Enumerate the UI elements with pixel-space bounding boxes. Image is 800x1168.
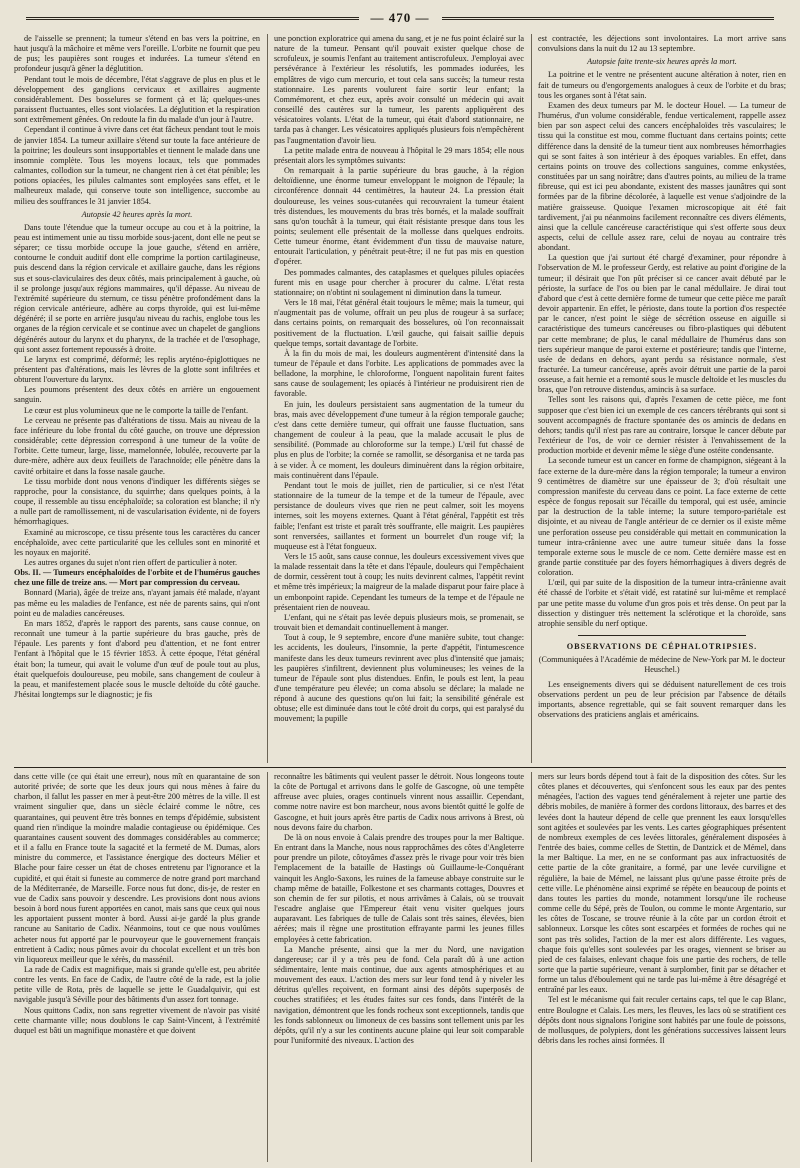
header-rule-right xyxy=(442,17,775,20)
paragraph: Des pommades calmantes, des cataplasmes et quelques pilules opiacées furent mis en usage pour chercher à procurer du calme. L'état resta stationnaire; on n'obtint ni soulagement ni diminution dans la tumeur. xyxy=(274,267,524,297)
paragraph: Les autres organes du sujet n'ont rien offert de particulier à noter. xyxy=(24,557,238,567)
paragraph: Pendant tout le mois de juillet, rien de particulier, si ce n'est l'état stationnaire de la tumeur de la tempe et de la tumeur de l'épaule, avec persistance de douleurs vives que rien ne peut calmer, soit les moyens internes, soit les moyens externes. Quant à l'état général, l'appétit est très faible; l'enfant est triste et paraît très souffrante, elle maigrit. Les paupières sont renversées, saillantes et forment un bourrelet d'un rouge vif; la muqueuse est à l'état fongueux. xyxy=(274,480,524,551)
paragraph: En juin, les douleurs persistaient sans augmentation de la tumeur du bras, mais avec développement d'une tumeur à la région temporale gauche; c'est dans cette dernière tumeur, qui offrait une fausse fluctuation, sans changement de couleur à la peau, que la malade accusait le plus de sensibilité. (Pommade au chloroforme sur la tempe.) L'œil fut chassé de plus en plus de l'orbite; la cornée se ramollit, se désorganisa et ne tarda pas à se vider. À ce moment, les douleurs diminuèrent dans la région orbitaire, mais continuèrent dans l'épaule. xyxy=(274,399,524,480)
observation-number: Obs. II. xyxy=(14,568,41,578)
column-divider xyxy=(267,772,268,1162)
paragraph: L'œil, qui par suite de la disposition de la tumeur intra-crânienne avait été chassé de l'orbite et s'était vidé, est ratatiné sur lui-même et remplacé par une petite masse du volume d'un gros pois et très dense. On peut par la dissection y distinguer très nettement la sclérotique et la choroïde, sans atrophie sensible du nerf optique. xyxy=(538,578,786,628)
column-bottom-middle xyxy=(274,772,524,1162)
paragraph: La Manche présente, ainsi que la mer du Nord, une navigation dangereuse; car il y a très peu de fond. Cela paraît dû à une action sédimentaire, lente mais continue, due aux agents atmosphériques et au mouvement des eaux. L'action des mers sur leur fond tend à y niveler les détritus qu'elles reçoivent, en formant ainsi des dépôts superposés de couches stratifiées; et les études faites sur ces fonds, dans l'intérêt de la navigation, démontrent que les fonds rocheux sont exceptionnels, tandis que les fonds sablonneux ou limoneux de ces bassins sont tellement unis par les dépôts, qu'il n'y a sur les continents aucune plaine qui leur soit comparable pour l'uniformité des niveaux. L'action des xyxy=(274,944,524,1046)
autopsy-heading: Autopsie faite trente-six heures après la mort. xyxy=(587,57,737,67)
paragraph: Vers le 18 mai, l'état général était toujours le même; mais la tumeur, qui n'augmentait pas de volume, offrait un peu plus de rougeur à sa surface; dans certains points, on remarquait des bosselures, où l'on reconnaissait positivement de la fluctuation. L'œil gauche, qui faisait saillie depuis quelque temps, sortait davantage de l'orbite. xyxy=(274,298,524,348)
column-divider xyxy=(267,34,268,763)
section-separator xyxy=(14,767,786,768)
paragraph: La petite malade entra de nouveau à l'hôpital le 29 mars 1854; elle nous présentait alors les symptômes suivants: xyxy=(274,145,524,165)
paragraph: mers sur leurs bords dépend tout à fait de la disposition des côtes. Sur les côtes planes et découvertes, qui s'enfoncent sous les eaux par des pentes ménagées, l'action des vagues tend généralement à rejeter une partie des débris mobiles, de manière à former des cordons littoraux, des barres et des levées dont la hauteur dépend de celle que prennent les eaux lorsqu'elles sont agitées et soulevées par les vents. Les cartes géographiques présentent de nombreux exemples de ces levées littorales, généralement disposées à l'entrée des baies, comme celles de Stettin, de Dantzick et de Mémel, dans la mer Baltique. La mer, en ne se conformant pas aux infractuosités de cette partie de la côte granitaire, a formé, par une levée curviligne et régulière, la baie de Mémel, ne laissant plus qu'une passe étroite près de cette ville. Le phénomène ainsi exprimé se répète en beaucoup de points et dans toutes les parties du monde, notamment lorsqu'une île rocheuse comme celle du Sépé, près de Toulon, ou comme le monte Argentario, sur les côtes de Toscane, se trouve réunie à la côte par un cordon étroit et sablonneux. Lorsque les côtes sont escarpées et formées de roches qui ne sont pas très solides, l'action de la mer est alors différente. Les vagues, chaque fois qu'elles sont soulevées par les orages, viennent se briser au pied de ces falaises, enlevant chaque fois une partie des rochers, de telle sorte que la partie supérieure, venant à surplomber, finit par se détacher et forme un talus d'éboulement qui ne tarde pas lui-même à être désagrégé et entraîné par les eaux. xyxy=(538,772,786,995)
paragraph: La seconde tumeur est un cancer en forme de champignon, siégeant à la face externe de la dure-mère dans la région temporale; la tumeur a environ 9 centimètres de diamètre sur une épaisseur de 3; d'où résultait une compression manifeste du cerveau dans ce point. La face externe de cette espèce de fongus reposait sur l'écaille du temporal, qui est usée, amincie par la destruction de la table interne; la suture temporo-pariétale est disjointe, et au niveau de l'angle antérieur de ce dernier os il existe même une perforation osseuse peu considérable qui mettait en communication la tumeur intra-crânienne avec une autre tumeur située dans la fosse temporale externe sous le muscle de ce nom. Cette dernière masse est en grande partie constituée par des foyers hémorrhagiques à divers degrés de coloration. xyxy=(538,456,786,578)
paragraph: De là on nous envoie à Calais prendre des troupes pour la mer Baltique. En entrant dans la Manche, nous nous rapprochâmes des côtes d'Angleterre pour prendre un pilote, côtoyâmes d'assez près le rivage pour voir très bien l'emplacement de la bataille de Hastings où Guillaume-le-Conquérant vainquit les Anglo-Saxons, les ruines de la fameuse abbaye construite sur le champ même de bataille, Folkestone et ses charmants cottages, Douvres et son chemin de fer sur pilotis, et nous arrivâmes à Calais, où se trouvait l'escadre anglaise que l'Empereur était venu visiter quelques jours auparavant. Les fabriques de tulle de Calais sont très saines, élevées, bien aérées; mais il règne une prostitution effrayante parmi les jeunes filles employées à cette fabrication. xyxy=(274,832,524,944)
paragraph: dans cette ville (ce qui était une erreur), nous mît en quarantaine de son autorité privée; de sorte que les deux jours qui nous mènes à faire du charbon, il fallut les passer en mer à peut-être 200 mètres de la ville. Il est vraiment singulier que, dans un siècle éclairé comme le nôtre, ces quarantaines, qui peuvent être très bonnes en temps d'épidémie, subsistent quand rien n'indique la moindre maladie contagieuse ou épidémique. Ces quarantaines causent souvent des dommages considérables au commerce; et il a fallu en France toute la sagacité et la fermeté de M. Dumas, alors ministre du commerce, et l'assistance énergique des docteurs Mélier et Blache pour faire cesser un état de choses entretenu par l'ignorance et la cupidité, et qui était si funeste au commerce de notre grand port marchand de la Méditerranée, de Marseille. Force nous fut donc, dis-je, de rester en vue de Cadix sans pouvoir y descendre. Les provisions dont nous avions besoin à bord nous furent apportées en canot, mais sans que ceux qui nous les apportaient pussent monter à bord. Aussi ai-je gardé la plus grande rancune au Sanitario de Cadix. Néanmoins, tout ce que nous voulûmes acheter nous fut apporté par le pourvoyeur que le gouvernement français entretient à Cadix; nous pûmes avoir du chocolat excellent et un très bon vin liquoreux meilleur que le xérès, du massénil. xyxy=(14,772,260,964)
observation-heading xyxy=(14,568,260,588)
paragraph: Cependant il continue à vivre dans cet état fâcheux pendant tout le mois de janvier 1854. La tumeur axillaire s'étend sur toute la face antérieure de la poitrine; les douleurs sont insupportables et tiennent le malade dans une insomnie complète. Tous les moyens locaux, tels que pommades calmantes, collodion sur la tumeur, ne changent rien à cet état pénible; les potions opiacées, les pilules calmantes sont employées sans effet, et le malheureux malade, qui conserve toute son intelligence, succombe au milieu des souffrances le 31 janvier 1854. xyxy=(14,125,260,206)
page-header xyxy=(14,6,786,30)
paragraph: Le cerveau ne présente pas d'altérations de tissu. Mais au niveau de la face inférieure du lobe frontal du côté gauche, on trouve une dépression considérable; cette dépression correspond à une tumeur de la voûte de l'orbite. Cette tumeur, large, lisse, mamelonnée, lobulée, recouverte par la dure-mère, adhère aux deux feuillets de l'arachnoïde; elle pénètre dans la cavité orbitaire et dans la fosse nasale gauche. xyxy=(14,415,260,476)
column-top-left xyxy=(14,34,260,763)
paragraph: Nous quittons Cadix, non sans regretter vivement de n'avoir pas visité cette charmante ville; nous doublons le cap Saint-Vincent, à l'extrémité duquel est bâti un magnifique monastère et que doivent xyxy=(14,1005,260,1035)
paragraph: Vers le 15 août, sans cause connue, les douleurs excessivement vives que la malade ressentait dans la tête et dans l'épaule, douleurs qui l'empêchaient de dormir, cessèrent tout à coup; les nuits devinrent calmes, l'appétit revint et même très impérieux; la maigreur de la malade disparut pour faire place à un embonpoint rapide. Cependant les tumeurs de la tempe et de l'épaule ne présentaient rien de nouveau. xyxy=(274,551,524,612)
paragraph: Pendant tout le mois de décembre, l'état s'aggrave de plus en plus et le développement des ganglions cervicaux et axillaires augmente considérablement. Des bosselures se forment çà et là; quelques-unes paraissent fluctuantes, elles sont violacées. La déglutition et la respiration sont extrêmement gênées. On redoute la fin du malade d'un jour à l'autre. xyxy=(14,74,260,125)
paragraph: Le larynx est comprimé, déformé; les replis aryténo-épiglottiques ne présentent pas d'altérations, mais les lèvres de la glotte sont infiltrées et obturent l'ouverture du larynx. xyxy=(14,354,260,385)
paragraph: Dans toute l'étendue que la tumeur occupe au cou et à la poitrine, la peau est intimement unie au tissu morbide sous-jacent, dont elle ne peut se séparer; ce tissu morbide occupe la joue gauche, s'étend en arrière, contourne le conduit auditif dont elle comprime la portion cartilagineuse, puis descend dans la région cervicale et axillaire gauche, dans les régions sus et sous-claviculaires des deux côtés, mais principalement à gauche, où il se prolonge jusqu'aux régions mammaires, qu'il dépasse. Au niveau de l'extrémité supérieure du sternum, ce tissu pénètre profondément dans la région cervicale antérieure, adhère au corps thyroïde, qui est lui-même dégénéré; il se porte en arrière jusqu'au niveau du rachis, englobe tous les organes de la région cervicale et se continue avec un chapelet de ganglions dégénérés autour du larynx et du pharynx, de la trachée et de l'œsophage, qui sont assez fortement repoussés à droite. xyxy=(14,222,260,354)
paragraph: La question que j'ai surtout été chargé d'examiner, pour répondre à l'observation de M. le professeur Gerdy, est relative au point d'origine de la tumeur; il désirait que l'on pût préciser si ce cancer avait débuté par le périoste, la surface de l'os ou bien par le canal médullaire. Je dirai tout d'abord que c'est à cette dernière forme de tumeur que cette pièce me paraît devoir appartenir. En effet, le périoste, dans toute la portion d'os respectée par le cancer, n'est point le siège de sécrétion osseuse en aiguille si caractéristique des tumeurs cancéreuses ou fibro-plastiques qui débutent par cette membrane; de plus, le canal médullaire de l'humérus dans son tiers supérieur manque de paroi externe et postérieure; tandis que l'interne, usée de dedans en dehors, ayant perdu sa résistance normale, s'est fracturée. La tumeur cancéreuse, après avoir détruit une partie de la paroi osseuse, a fait hernie et a remonté sous le muscle deltoïde et les muscles du bras, que l'on retrouve distendus, amincis à sa surface. xyxy=(538,253,786,395)
paragraph: Tout à coup, le 9 septembre, encore d'une manière subite, tout change: les accidents, les douleurs, l'insomnie, la perte d'appétit, l'intumescence manifeste dans les deux tumeurs revinrent avec plus d'intensité que jamais; les paupières s'infiltrent, deviennent plus volumineuses; les veines de la tumeur de l'épaule sont plus distendues. Enfin, le pouls est lent, la peau d'une température peu élevée; un coma absolu se déclare; la malade ne répond à aucune des questions qu'on lui fait; la sensibilité générale est obtuse; elle est diminuée dans tout le côté droit du corps, qui est paralysé du mouvement; la pupille xyxy=(274,633,524,724)
paragraph: de l'aisselle se prennent; la tumeur s'étend en bas vers la poitrine, en haut jusqu'à la mâchoire et même vers l'oreille. L'orbite ne fournit que peu de pus; les paupières sont rouges et indurées. La tumeur s'étend en profondeur jusqu'à gêner la déglutition. xyxy=(14,34,260,74)
paragraph: Examiné au microscope, ce tissu présente tous les caractères du cancer encéphaloïde, avec cette particularité que les cellules sont en minorité et les noyaux en majorité. xyxy=(14,527,260,557)
paragraph: Le tissu morbide dont nous venons d'indiquer les différents sièges se rapproche, pour la consistance, du squirrhe; dans quelques points, à la coupe, il ressemble au tissu encéphaloïde; sa coloration est blanche; il n'y a nulle part de ramollissement, ni de vascularisation évidente, ni de foyers hémorrhagiques. xyxy=(14,476,260,527)
paragraph: Bonnard (Maria), âgée de treize ans, n'ayant jamais été malade, n'ayant pas même eu les maladies de l'enfance, est née de parents sains, qui n'ont point eu de maladies cancéreuses. xyxy=(14,588,260,618)
paragraph: L'enfant, qui ne s'était pas levée depuis plusieurs mois, se promenait, se trouvait bien et demandait continuellement à manger. xyxy=(274,612,524,633)
paragraph: La poitrine et le ventre ne présentent aucune altération à noter, rien en fait de tumeurs ou d'engorgements analogues à ceux de l'orbite et du bras; tous les organes sont à l'état sain. xyxy=(538,70,786,100)
header-rule-left xyxy=(26,17,359,20)
paragraph: À la fin du mois de mai, les douleurs augmentèrent d'intensité dans la tumeur de l'épaule et dans l'orbite. Les applications de pommades avec la belladone, la morphine, le chloroforme, l'onguent napolitain furent faites sans cause de soulagement; les opiacés à l'intérieur ne produisirent rien de favorable. xyxy=(274,348,524,399)
page-number: — 470 — xyxy=(370,10,430,25)
column-top-middle xyxy=(274,34,524,763)
paragraph: une ponction exploratrice qui amena du sang, et je ne fus point éclairé sur la nature de la tumeur. Pensant qu'il pouvait exister quelque chose de scrofuleux, je soumis l'enfant au traitement antiscrofuleux. J'employai avec persévérance à l'extérieur les résolutifs, les pommades iodurées, les emplâtres de vigo cum mercurio, et tout cela sans succès; la tumeur resta stationnaire. Les parents voulurent faire sortir leur enfant; la Commémorent, et chez eux, après avoir consulté un médecin qui avait conseillé des cautères sur la tumeur, les parents appliquèrent des vésicatoires volants. L'état de la tumeur, qui était d'abord stationnaire, ne tarda pas à changer. Les vésicatoires appliqués plusieurs fois n'empêchèrent pas l'augmentation d'avoir lieu. xyxy=(274,34,524,145)
paragraph: est contractée, les déjections sont involontaires. La mort arrive sans convulsions dans la nuit du 12 au 13 septembre. xyxy=(538,34,786,54)
section-title: OBSERVATIONS DE CÉPHALOTRIPSIES. xyxy=(566,642,758,652)
paragraph: Les poumons présentent des deux côtés en arrière un engouement sanguin. xyxy=(14,385,260,405)
section-subtitle: (Communiquées à l'Académie de médecine de New-York par M. le docteur Heuschel.) xyxy=(538,655,786,675)
paragraph: Le cœur est plus volumineux que ne le comporte la taille de l'enfant. xyxy=(24,405,249,415)
paragraph: Tel est le mécanisme qui fait reculer certains caps, tel que le cap Blanc, entre Boulogne et Calais. Les mers, les fleuves, les lacs où se stratifient ces dépôts dont nous signalons l'origine sont habités par une foule de poissons, de mollusques, de polypiers, dont les générations successives laissent leurs débris dans les roches ainsi formées. Il xyxy=(538,995,786,1046)
column-bottom-right xyxy=(538,772,786,1162)
paragraph: Les enseignements divers qui se déduisent naturellement de ces trois observations perdent un peu de leur précision par l'absence de détails importants, absence regrettable, qui se fait souvent remarquer dans les observations des praticiens anglais et américains. xyxy=(538,679,786,719)
column-divider xyxy=(531,34,532,763)
paragraph: La rade de Cadix est magnifique, mais si grande qu'elle est, peu abritée contre les vents. En face de Cadix, de l'autre côté de la rade, est la jolie petite ville de Rota, près de laquelle se jette le Guadalquivir, qui est navigable jusqu'à Séville pour des bâtiments d'un assez fort tonnage. xyxy=(14,964,260,1005)
column-divider xyxy=(531,772,532,1162)
paragraph: En mars 1852, d'après le rapport des parents, sans cause connue, on reconnaît une tumeur à la partie supérieure du bras gauche, près de l'épaule. Les parents y font d'abord peu d'attention, et ne font entrer l'enfant à l'hôpital que le 15 février 1853. À cette époque, l'état général était bon; la tumeur, qui avait le volume d'un œuf de poule tout au plus, était quelquefois douloureuse, peu mobile, sans changement de couleur à la peau, et manifestement placée sous le muscle deltoïde du côté gauche. J'hésitai longtemps sur le diagnostic; je fis xyxy=(14,618,260,699)
column-top-right xyxy=(538,34,786,763)
paragraph: Examen des deux tumeurs par M. le docteur Houel. — La tumeur de l'humérus, d'un volume considérable, fendue verticalement, rappelle assez bien par son aspect celui des cancers encéphaloïdes très vasculaires; le tissu qui la constitue est mou, comme fluctuant dans certains points; cette différence dans la densité de la tumeur tient aux nombreuses hémorrhagies qui se sont faites à son intérieur à des époques variables. En effet, dans certains points on trouve des collections sanguines, comme enkystées, constituées par un sang noirâtre; dans d'autres points, au milieu de la trame fibreuse, qui est ici peu abondante, existent des masses jaunâtres qui sont formées par de la fibrine décolorée, à laquelle est venue s'adjoindre de la matière graisseuse. Quoique l'examen microscopique ait été fait tardivement, j'ai pu néanmoins facilement reconnaître ces divers éléments, ainsi que la cellule cancéreuse caractéristique qui s'est offerte sous deux aspects, celui de cellule assez rare, celui de noyau au contraire très abondant. xyxy=(538,100,786,253)
paragraph: reconnaître les bâtiments qui veulent passer le détroit. Nous longeons toute la côte de Portugal et arrivons dans le golfe de Gascogne, où une tempête affreuse avec pluies, orages continuels vinrent nous assaillir. Cependant, comme notre navire est bon marcheur, nous avons bientôt quitté le golfe de Gascogne, et huit jours après être partis de Cadix nous arrivons à Brest, où nous devons faire du charbon. xyxy=(274,772,524,832)
paragraph: Telles sont les raisons qui, d'après l'examen de cette pièce, me font supposer que c'est bien ici un exemple de ces cancers térébrants qui sont si souvent accompagnés de fracture spontanée des os amincis de dedans en dehors; tandis qu'il n'est pas rare au contraire, lorsque le cancer débute par l'extérieur de l'os, de voir ce dernier résister à l'envahissement de la production morbide et devenir même le siège d'une ostéite condensante. xyxy=(538,395,786,456)
observation-title: — Tumeurs encéphaloïdes de l'orbite et de l'humérus gauches chez une fille de treize ans. — Mort par compression du cerveau. xyxy=(14,568,260,588)
section-rule xyxy=(578,635,746,636)
column-bottom-left xyxy=(14,772,260,1162)
paragraph: On remarquait à la partie supérieure du bras gauche, à la région deltoïdienne, une énorme tumeur enveloppant le moignon de l'épaule; la circonférence donnait 44 centimètres, la hauteur 24. La pression était douloureuse, les veines sous-cutanées qui recouvraient la tumeur étaient très distendues, les mouvements du bras très bornés, et la malade souffrait sans qu'on touchât à la tumeur, qui était résistante presque dans tous les points; seulement elle présentait de la mollesse dans quelques endroits. Cette tumeur énorme, étant évidemment d'un tissu de mauvaise nature, entourait l'articulation, y pénétrait peut-être; il ne fut pas mis en question d'opérer. xyxy=(274,166,524,267)
autopsy-heading: Autopsie 42 heures après la mort. xyxy=(81,209,193,219)
